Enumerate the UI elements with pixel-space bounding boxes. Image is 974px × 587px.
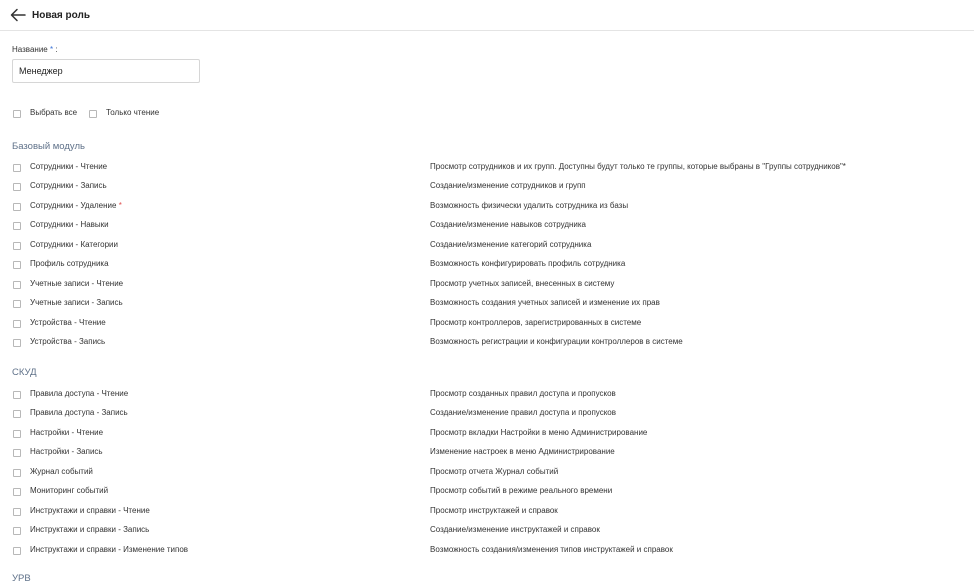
permission-checkbox[interactable] <box>13 164 21 172</box>
permission-label <box>30 259 109 269</box>
permission-description: Создание/изменение сотрудников и групп <box>430 181 586 191</box>
permission-label <box>30 162 107 172</box>
permission-label-text: Инструктажи и справки - Чтение <box>30 505 150 515</box>
permission-description: Просмотр инструктажей и справок <box>430 505 558 515</box>
permission-checkbox[interactable] <box>13 547 21 555</box>
permission-label <box>30 337 105 347</box>
permission-label-text: Сотрудники - Категории <box>30 239 118 249</box>
select-all-checkbox[interactable] <box>13 110 21 118</box>
section-title: СКУД <box>12 367 37 378</box>
permission-description: Создание/изменение категорий сотрудника <box>430 239 592 249</box>
permission-checkbox[interactable] <box>13 430 21 438</box>
permission-label <box>30 408 128 418</box>
permission-label-text: Сотрудники - Удаление <box>30 200 117 210</box>
permission-checkbox[interactable] <box>13 203 21 211</box>
permission-label-text: Инструктажи и справки - Изменение типов <box>30 544 189 554</box>
select-all-label: Выбрать все <box>30 108 78 117</box>
permission-label <box>30 467 93 477</box>
permission-label-text: Учетные записи - Чтение <box>30 278 124 288</box>
permission-description: Просмотр учетных записей, внесенных в систему <box>430 278 615 288</box>
name-label-text: Название <box>12 45 48 54</box>
required-mark: * <box>118 200 122 210</box>
permission-description: Возможность физически удалить сотрудника из базы <box>430 200 629 210</box>
permission-description: Просмотр контроллеров, зарегистрированных в системе <box>430 317 642 327</box>
permission-checkbox[interactable] <box>13 410 21 418</box>
permission-label <box>30 428 103 438</box>
permission-checkbox[interactable] <box>13 183 21 191</box>
permission-label-text: Журнал событий <box>30 466 93 476</box>
permission-description: Создание/изменение инструктажей и справок <box>430 525 600 535</box>
permission-description: Создание/изменение правил доступа и пропусков <box>430 408 616 418</box>
permission-label-text: Сотрудники - Навыки <box>30 220 109 230</box>
permission-description: Просмотр вкладки Настройки в меню Администрирование <box>430 427 648 437</box>
permission-label <box>30 525 149 535</box>
back-arrow-icon[interactable] <box>10 8 26 22</box>
permission-label <box>30 486 108 496</box>
page-title: Новая роль <box>32 10 90 21</box>
permission-label <box>30 389 128 399</box>
read-only-label: Только чтение <box>106 108 160 117</box>
permission-label <box>30 181 107 191</box>
permission-label <box>30 298 123 308</box>
permission-label-text: Инструктажи и справки - Запись <box>30 525 150 535</box>
permission-checkbox[interactable] <box>13 300 21 308</box>
permission-checkbox[interactable] <box>13 527 21 535</box>
permission-description: Возможность регистрации и конфигурации контроллеров в системе <box>430 337 683 347</box>
permission-label-text: Сотрудники - Запись <box>30 181 107 191</box>
permission-checkbox[interactable] <box>13 281 21 289</box>
permission-label <box>30 545 188 555</box>
permission-description: Просмотр сотрудников и их групп. Доступны будут только те группы, которые выбраны в "Группы сотрудников"* <box>430 162 846 171</box>
role-name-input[interactable] <box>12 59 200 83</box>
permission-checkbox[interactable] <box>13 242 21 250</box>
permission-label-text: Настройки - Запись <box>30 447 103 457</box>
permission-description: Возможность конфигурировать профиль сотрудника <box>430 259 626 269</box>
permission-label-text: Мониторинг событий <box>30 486 109 496</box>
permission-description: Просмотр событий в режиме реального времени <box>430 486 613 496</box>
permission-description: Изменение настроек в меню Администрирование <box>430 447 615 457</box>
permission-label-text: Учетные записи - Запись <box>30 298 123 308</box>
permission-description: Возможность создания/изменения типов инструктажей и справок <box>430 544 673 554</box>
permission-label <box>30 506 150 516</box>
permission-checkbox[interactable] <box>13 488 21 496</box>
permission-label-text: Профиль сотрудника <box>30 259 109 269</box>
section-title: УРВ <box>12 573 31 584</box>
permission-checkbox[interactable] <box>13 391 21 399</box>
permission-label <box>30 447 103 457</box>
read-only-checkbox[interactable] <box>89 110 97 118</box>
permission-label-text: Правила доступа - Чтение <box>30 389 129 398</box>
label-colon: : <box>55 45 58 54</box>
permission-label-text: Устройства - Чтение <box>30 317 106 327</box>
permission-checkbox[interactable] <box>13 449 21 457</box>
permission-label <box>30 318 106 328</box>
permission-description: Создание/изменение навыков сотрудника <box>430 220 586 230</box>
section-title: Базовый модуль <box>12 141 85 152</box>
permission-checkbox[interactable] <box>13 339 21 347</box>
permission-label <box>30 279 123 289</box>
permission-checkbox[interactable] <box>13 320 21 328</box>
permission-label-text: Сотрудники - Чтение <box>30 162 108 171</box>
permission-checkbox[interactable] <box>13 222 21 230</box>
permission-description: Возможность создания учетных записей и изменение их прав <box>430 298 660 308</box>
permission-label <box>30 201 122 211</box>
permission-label-text: Устройства - Запись <box>30 337 106 347</box>
page-header <box>0 0 974 31</box>
name-field-label <box>12 45 58 54</box>
permission-label <box>30 220 109 230</box>
required-mark: * <box>49 45 54 54</box>
permission-label-text: Настройки - Чтение <box>30 427 104 437</box>
permission-description: Просмотр созданных правил доступа и пропусков <box>430 389 616 398</box>
permission-description: Просмотр отчета Журнал событий <box>430 466 559 476</box>
permission-checkbox[interactable] <box>13 469 21 477</box>
permission-label-text: Правила доступа - Запись <box>30 408 128 418</box>
permission-label <box>30 240 118 250</box>
permission-checkbox[interactable] <box>13 508 21 516</box>
permission-checkbox[interactable] <box>13 261 21 269</box>
